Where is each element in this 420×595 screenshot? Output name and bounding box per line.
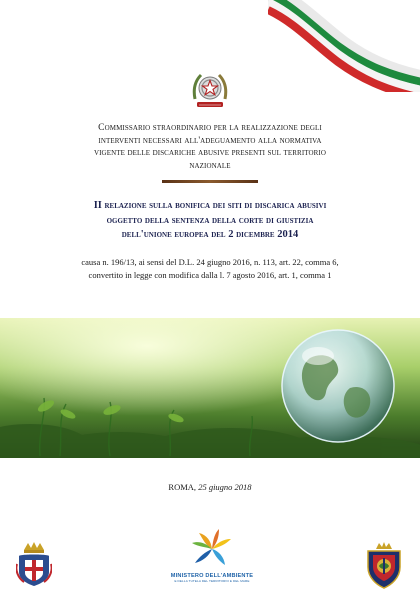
commissioner-line-2: interventi necessari all'adeguamento alla normativa bbox=[98, 135, 322, 146]
date-label: 25 giugno 2018 bbox=[198, 482, 252, 492]
carabinieri-crest-icon bbox=[16, 540, 52, 588]
commissioner-heading bbox=[40, 122, 380, 172]
italian-flag-ribbon-icon bbox=[268, 0, 420, 92]
legal-reference bbox=[40, 256, 380, 281]
report-title-line-2: oggetto della sentenza della corte di giustizia bbox=[106, 214, 314, 226]
report-title bbox=[40, 199, 380, 243]
report-title-line-1: II relazione sulla bonifica dei siti di discarica abusivi bbox=[93, 200, 327, 211]
legal-line-1: causa n. 196/13, ai sensi del D.L. 24 giugno 2016, n. 113, art. 22, comma 6, bbox=[81, 257, 339, 267]
ministry-name: MINISTERO DELL'AMBIENTE bbox=[170, 573, 254, 579]
report-title-line-3: dell'unione europea del 2 dicembre 2014 bbox=[121, 229, 299, 240]
legal-line-2: convertito in legge con modifica dalla l. 7 agosto 2016, art. 1, comma 1 bbox=[88, 269, 332, 280]
ministry-star-icon bbox=[189, 527, 235, 571]
ministry-logo bbox=[168, 527, 256, 591]
italian-republic-emblem-icon bbox=[191, 69, 229, 113]
commissioner-line-1: Commissario straordinario per la realizzazione degli bbox=[98, 123, 322, 133]
divider-rule bbox=[162, 180, 258, 183]
place-and-date bbox=[0, 482, 420, 492]
commissioner-line-3: vigente delle discariche abusive presenti sul territorio bbox=[93, 148, 327, 158]
ministry-subtitle: E DELLA TUTELA DEL TERRITORIO E DEL MARE bbox=[174, 579, 250, 583]
glass-globe-cover-image bbox=[0, 318, 420, 458]
commissioner-line-4: nazionale bbox=[189, 160, 231, 171]
shield-crest-icon bbox=[365, 541, 403, 589]
place-label: ROMA, bbox=[168, 482, 197, 492]
